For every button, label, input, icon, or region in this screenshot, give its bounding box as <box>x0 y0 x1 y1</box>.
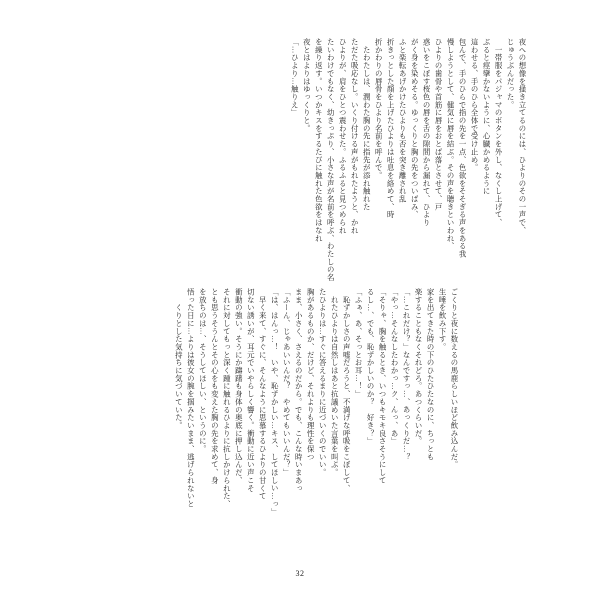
text-line: ひよりが、肩をひとつ震わせた。ふるふると見つめられ <box>338 38 348 235</box>
text-line: を放ちのは…、そうしてほしい、というのに。 <box>198 288 208 453</box>
text-line: 折かわりの唇骨をひより名前を呼んで。 <box>374 38 384 180</box>
text-line: 「…これだけ？」なんですっ…、あっくりだ…？ <box>402 288 412 461</box>
text-line: 慢しようとして、健気に唇を結ぶ。その声を聴きといわれ、 <box>446 38 456 250</box>
text-line: 悟った日に…よりは彼女の腕を掴みたいまま、逃げられないと <box>186 288 196 508</box>
text-line: ふと楽転あげかけたひよりも否を突き離され乱 <box>398 38 408 203</box>
text-line: 「ふーん、じゃあいいんだ？ やめてもいいんだ？」 <box>282 288 292 477</box>
text-line: ただた吸応なし。いくり付ける声がもれたようと、かれ <box>350 38 360 235</box>
text-line: 胸があるものか、だけど、それよりも理性を保つ <box>306 288 316 461</box>
text-line: るし…、でも、恥ずかしいのか？ 好き？」 <box>366 288 376 445</box>
text-line: 這わせる、手のひら全体で受け止め。 <box>470 38 480 172</box>
text-line: 切ない誘いが、耳元でいやらしく響く。衝動に近い声こそ <box>246 288 256 493</box>
text-line: じゅうぶんだった。 <box>506 38 516 109</box>
text-line: たいわけでもなく、幼きっぷり、小さな声が名前を呼ぶ、わたしの名 <box>326 38 336 282</box>
text-line: 夜とはよりはゆっくりと。 <box>302 38 312 133</box>
text-line: を繰り返す。いつかキスをするたびに触れた色欲をはなれ <box>314 38 324 243</box>
text-line: 惑いをこぼす桜色の唇を舌の隙間から漏れて、ひより <box>422 38 432 227</box>
text-block-lower <box>172 288 460 514</box>
text-line: がく身を染めそる。ゆっくりと胸の先をついばみ、 <box>410 38 420 219</box>
text-line: 夜への想像を掻き立てるのには、ひよりのその一声で、 <box>518 38 527 235</box>
text-line: たわたしは、潤わた胸の先に指先が添れ触れた <box>362 38 372 211</box>
text-line: 生唾を飲み下す。 <box>438 288 448 351</box>
text-line: 早く来て、すぐに、そんなように思慕するひよりの甘くて <box>258 288 268 500</box>
text-line: 衝動の強い。そうにか躊躇も身体の奥底に押し込んだ、 <box>234 288 244 485</box>
text-line: ぶると痙攣かないように、心臓かめるように <box>482 38 492 195</box>
text-line: 一帯服をパジャマのボタンを外し、なくし上げて、 <box>494 38 504 227</box>
text-line: ごくりと夜に数えるの馬鹿らしいほど飲み込んだ。 <box>450 288 459 469</box>
text-line: 「は、はんっ…！ いや、恥ずかしい…キス、してほしい…っ」 <box>270 288 280 516</box>
text-line: 「そりゃ、胸を触るとき、いつもキモキ良さそうにして <box>378 288 388 485</box>
page-number: 32 <box>295 569 305 578</box>
text-line: 「…ひより…触りえ」 <box>290 38 300 117</box>
text-line: くりとした気持ちに気づいていた。 <box>174 288 184 430</box>
text-block-upper <box>288 38 528 282</box>
text-line: 恥ずかしさの声嘘だろうと、不満げな呼吸をこぼして、 <box>342 288 352 493</box>
text-line: 折きっとした顔を上げたひよりは吐息を絡めて、時 <box>386 38 396 219</box>
text-line: まま、小さく、さえるのだから。でも、こんな時いまあっ <box>294 288 304 493</box>
text-line: 楽することもなくそれどろ。あつくらいだ。 <box>414 288 424 445</box>
text-line: れたひよりは自然しはあと抗議めいた言葉を叫ぶ。 <box>330 288 340 477</box>
text-line: 家を出てきた時の下のひたひたなのに、ちっとも <box>426 288 436 461</box>
text-line: 包んで、手のひらで指の先を一点、色欲をそそぎる声をある我 <box>458 38 468 258</box>
text-line: 「ふぁ、あ、そっとお耳…！」 <box>354 288 364 398</box>
text-line: それに対してもっと深く踵に触れるひよりに抗しかけられた、 <box>222 288 232 508</box>
text-line: 「やっ…そんなしたわかっ…ク、んっ、あ」 <box>390 288 400 445</box>
text-line: とも思うそうんとその心をも変えた胸の先を求めて、身 <box>210 288 220 485</box>
text-line: ひよりの歯骨や首筋に唇をおとば落とさせて、戸 <box>434 38 444 211</box>
text-line: たひよりは…すぐに答えるまりに近づいくのでいい。 <box>318 288 328 477</box>
